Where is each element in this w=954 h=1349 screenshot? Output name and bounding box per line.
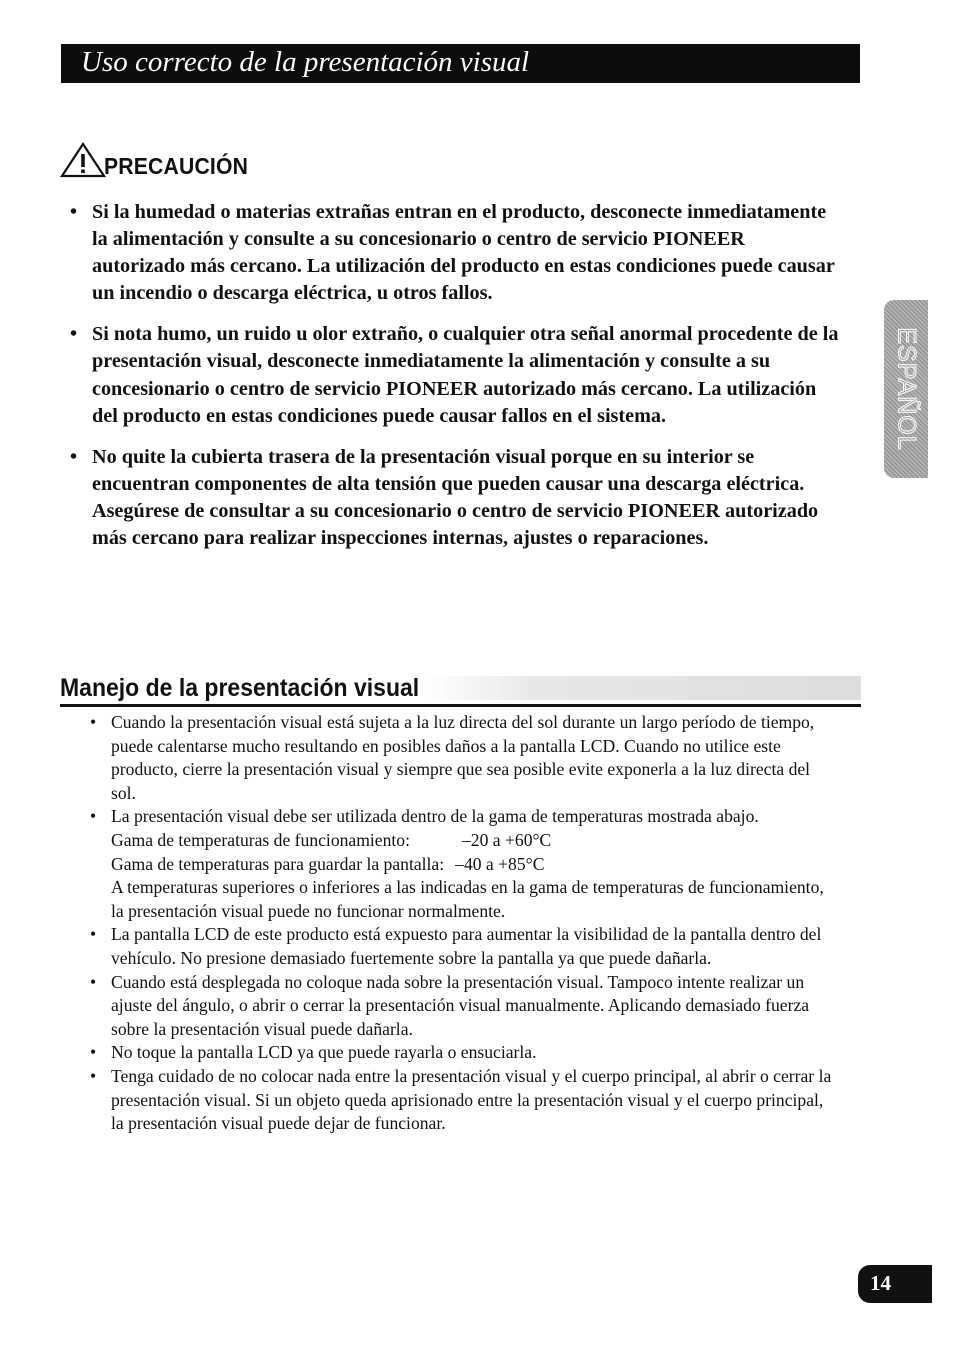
manejo-heading bbox=[60, 668, 861, 707]
manejo-item bbox=[90, 971, 835, 1042]
bullet: • bbox=[90, 1042, 97, 1063]
manejo-item bbox=[90, 711, 835, 805]
bullet: • bbox=[70, 445, 78, 468]
language-tab bbox=[884, 300, 928, 478]
temp-storage-label: Gama de temperaturas para guardar la pantalla: bbox=[111, 853, 445, 874]
manejo-list bbox=[90, 711, 835, 1136]
warning-triangle-icon bbox=[60, 142, 106, 178]
caution-item bbox=[70, 199, 840, 307]
manejo-item-text: Tenga cuidado de no colocar nada entre la presentación visual y el cuerpo principal, al abrir o cerrar la presentación visual. Si un objeto queda aprisionado entre la presentación visual y el cuerpo principal, la presentación visual puede dejar de funcionar. bbox=[111, 1065, 832, 1134]
bullet: • bbox=[90, 712, 97, 732]
caution-item bbox=[70, 321, 840, 429]
caution-item-text: Si la humedad o materias extrañas entran en el producto, desconecte inmediatamente la alimentación y consulte a su concesionario o centro de servicio PIONEER autorizado más cercano. La utilización del producto en estas condiciones puede causar un incendio o descarga eléctrica, u otros fallos. bbox=[92, 201, 835, 305]
section-title-bar bbox=[61, 44, 860, 83]
bullet: • bbox=[70, 201, 78, 223]
temp-operating-value: –20 a +60°C bbox=[461, 829, 552, 850]
temp-operating-label: Gama de temperaturas de funcionamiento: bbox=[111, 829, 410, 850]
temp-storage-row bbox=[111, 853, 835, 877]
caution-item bbox=[70, 444, 840, 552]
manejo-item bbox=[90, 1065, 835, 1136]
bullet: • bbox=[90, 1065, 97, 1086]
caution-item-text: No quite la cubierta trasera de la presentación visual porque en su interior se encuentran componentes de alta tensión que pueden causar una descarga eléctrica. Asegúrese de consultar a su concesionario o centro de servicio PIONEER autorizado más cercano para realizar inspecciones internas, ajustes o reparaciones. bbox=[92, 445, 819, 550]
caution-label: PRECAUCIÓN bbox=[104, 153, 249, 179]
manejo-item-text: No toque la pantalla LCD ya que puede rayarla o ensuciarla. bbox=[111, 1042, 537, 1063]
page-title: Uso correcto de la presentación visual bbox=[81, 46, 530, 78]
caution-heading bbox=[60, 142, 261, 178]
manejo-item bbox=[90, 1041, 835, 1065]
bullet: • bbox=[70, 323, 78, 346]
manejo-item-text: Cuando la presentación visual está sujeta a la luz directa del sol durante un largo período de tiempo, puede calentarse mucho resultando en posibles daños a la pantalla LCD. Cuando no utilice este producto, cierre la presentación visual y siempre que sea posible evite exponerla a la luz directa del sol. bbox=[111, 712, 815, 803]
caution-list bbox=[70, 199, 840, 552]
language-tab-label: ESPAÑOL bbox=[892, 327, 921, 451]
manejo-item-text: La presentación visual debe ser utilizada dentro de la gama de temperaturas mostrada abajo. bbox=[111, 806, 759, 827]
temp-operating-row bbox=[111, 829, 835, 853]
manejo-item-text: Cuando está desplegada no coloque nada sobre la presentación visual. Tampoco intente realizar un ajuste del ángulo, o abrir o cerrar la presentación visual manualmente. Aplicando demasiado fuerza sobre la presentación visual puede dañarla. bbox=[111, 971, 810, 1039]
manejo-item bbox=[90, 923, 835, 970]
bullet: • bbox=[90, 806, 97, 827]
caution-item-text: Si nota humo, un ruido u olor extraño, o cualquier otra señal anormal procedente de la presentación visual, desconecte inmediatamente la alimentación y consulte a su concesionario o centro de servicio PIONEER autorizado más cercano. La utilización del producto en estas condiciones puede causar fallos en el sistema. bbox=[92, 323, 839, 427]
bullet: • bbox=[90, 971, 97, 992]
page-number-badge bbox=[858, 1265, 932, 1303]
heading-shade bbox=[425, 676, 861, 700]
manejo-heading-label: Manejo de la presentación visual bbox=[60, 674, 425, 702]
page-number: 14 bbox=[870, 1271, 891, 1295]
bullet: • bbox=[90, 924, 97, 945]
manejo-item-note: A temperaturas superiores o inferiores a las indicadas en la gama de temperaturas de funcionamiento, la presentación visual puede no funcionar normalmente. bbox=[111, 877, 824, 921]
manejo-item bbox=[90, 805, 835, 923]
temp-storage-value: –40 a +85°C bbox=[455, 853, 545, 874]
manejo-item-text: La pantalla LCD de este producto está expuesto para aumentar la visibilidad de la pantalla dentro del vehículo. No presione demasiado fuertemente sobre la pantalla ya que puede dañarla. bbox=[111, 924, 822, 968]
